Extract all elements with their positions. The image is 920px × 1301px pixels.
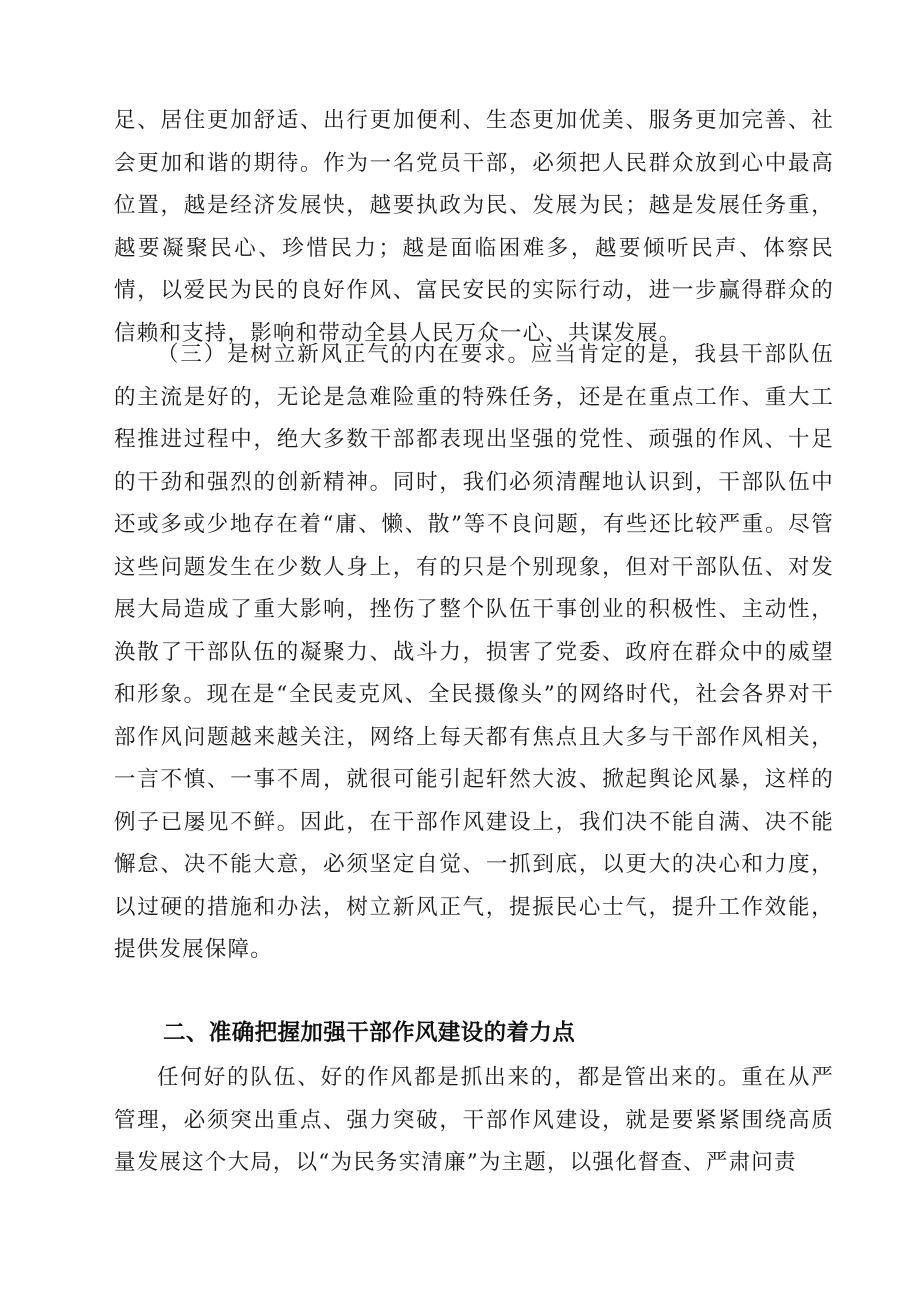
paragraph-continued	[114, 100, 834, 355]
paragraph-section-intro	[114, 1057, 834, 1185]
paragraph-text: （三）是树立新风正气的内在要求。应当肯定的是，我县干部队伍的主流是好的，无论是急难险重的特殊任务，还是在重点工作、重大工程推进过程中，绝大多数干部都表现出坚强的党性、顽强的作风、十足的干劲和强烈的创新精神。同时，我们必须清醒地认识到，干部队伍中还或多或少地存在着“庸、懒、散”等不良问题，有些还比较严重。尽管这些问题发生在少数人身上，有的只是个别现象，但对干部队伍、对发展大局造成了重大影响，挫伤了整个队伍干事创业的积极性、主动性，涣散了干部队伍的凝聚力、战斗力，损害了党委、政府在群众中的威望和形象。现在是“全民麦克风、全民摄像头”的网络时代，社会各界对干部作风问题越来越关注，网络上每天都有焦点且大多与干部作风相关，一言不慎、一事不周，就很可能引起轩然大波、掀起舆论风暴，这样的例子已屡见不鲜。因此，在干部作风建设上，我们决不能自满、决不能懈怠、决不能大意，必须坚定自觉、一抓到底，以更大的决心和力度，以过硬的措施和办法，树立新风正气，提振民心士气，提升工作效能，提供发展保障。	[114, 342, 834, 962]
paragraph-section-3	[114, 334, 834, 972]
section-heading: 二、准确把握加强干部作风建设的着力点	[163, 1020, 576, 1046]
paragraph-text: 任何好的队伍、好的作风都是抓出来的，都是管出来的。重在从严管理，必须突出重点、强力突破，干部作风建设，就是要紧紧围绕高质量发展这个大局，以“为民务实清廉”为主题，以强化督查、严肃问责	[114, 1065, 834, 1175]
paragraph-text: 足、居住更加舒适、出行更加便利、生态更加优美、服务更加完善、社会更加和谐的期待。作为一名党员干部，必须把人民群众放到心中最高位置，越是经济发展快，越要执政为民、发展为民；越是发展任务重，越要凝聚民心、珍惜民力；越是面临困难多，越要倾听民声、体察民情，以爱民为民的良好作风、富民安民的实际行动，进一步赢得群众的信赖和支持，影响和带动全县人民万众一心、共谋发展。	[114, 108, 834, 346]
